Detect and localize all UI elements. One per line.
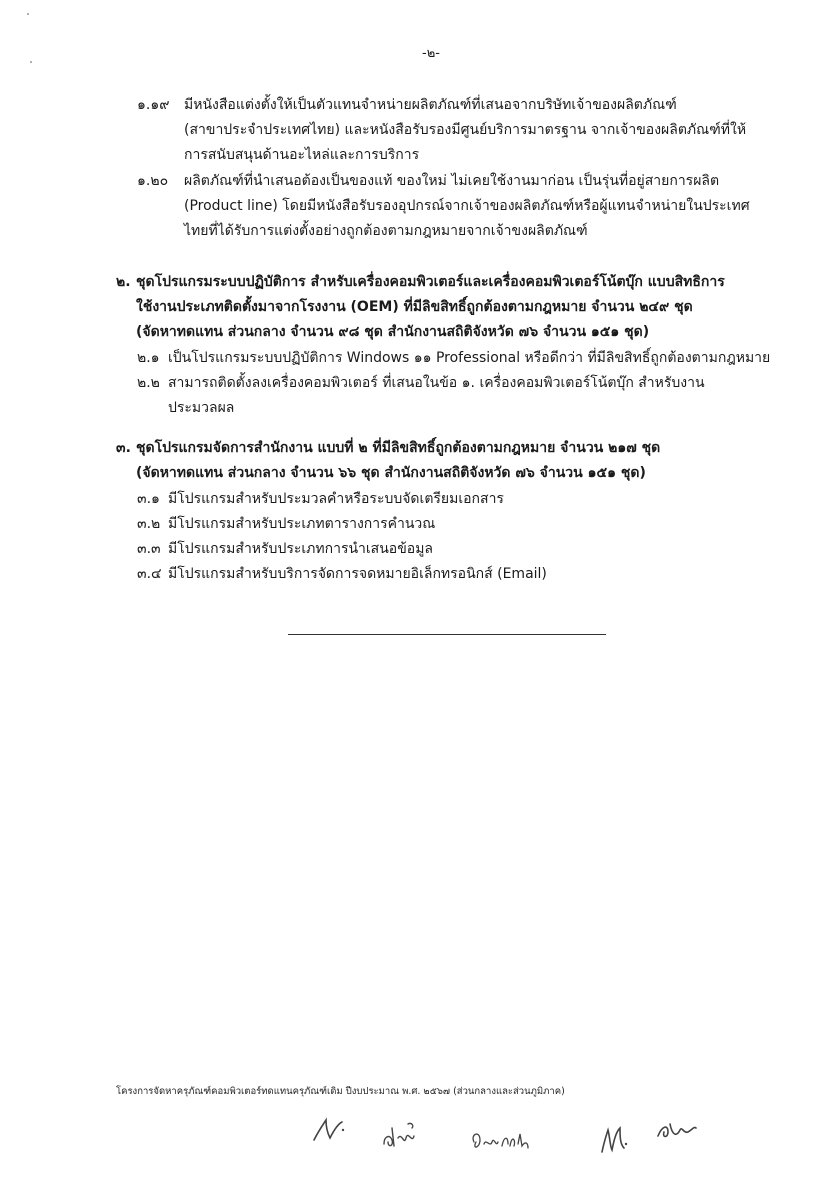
item-text-line: (สาขาประจำประเทศไทย) และหนังสือรับรองมีศูนย์บริการมาตรฐาน จากเจ้าของผลิตภัณฑ์ที่ให้ [184,122,747,138]
subitem-number: ๓.๓ [137,541,161,557]
page-number: -๒- [422,46,440,61]
subitem-number: ๓.๒ [137,516,161,532]
section-title-line: ชุดโปรแกรมจัดการสำนักงาน แบบที่ ๒ ที่มีลิขสิทธิ์ถูกต้องตามกฎหมาย จำนวน ๒๑๗ ชุด [136,440,661,456]
scan-speck [30,61,32,63]
section-title-line: ใช้งานประเภทติดตั้งมาจากโรงงาน (OEM) ที่มีลิขสิทธิ์ถูกต้องตามกฎหมาย จำนวน ๒๔๙ ชุด [136,299,693,315]
subitem-text: มีโปรแกรมสำหรับบริการจัดการจดหมายอิเล็กทรอนิกส์ (Email) [168,566,547,582]
subitem-text-line: สามารถติดตั้งลงเครื่องคอมพิวเตอร์ ที่เสนอในข้อ ๑. เครื่องคอมพิวเตอร์โน้ตบุ๊ก สำหรับงาน [168,375,705,391]
signature-3 [468,1126,532,1154]
signature-2 [380,1118,420,1152]
end-divider [288,634,606,635]
subitem-number: ๒.๑ [137,350,160,366]
subitem-number: ๓.๑ [137,491,160,507]
subitem-number: ๓.๔ [137,566,162,582]
section-number: ๒. [116,274,131,290]
item-text-line: (Product line) โดยมีหนังสือรับรองอุปกรณ์จากเจ้าของผลิตภัณฑ์หรือผู้แทนจำหน่ายในประเทศ [184,198,750,214]
subitem-text: มีโปรแกรมสำหรับประมวลคำหรือระบบจัดเตรียมเอกสาร [168,491,504,507]
item-text-line: มีหนังสือแต่งตั้งให้เป็นตัวแทนจำหน่ายผลิตภัณฑ์ที่เสนอจากบริษัทเจ้าของผลิตภัณฑ์ [184,97,677,113]
footer-text: โครงการจัดหาครุภัณฑ์คอมพิวเตอร์ทดแทนครุภัณฑ์เดิม ปีงบประมาณ พ.ศ. ๒๕๖๗ (ส่วนกลางและส่วนภูมิภาค) [116,1086,565,1097]
subitem-text-line: ประมวลผล [168,400,235,416]
item-number: ๑.๑๙ [137,97,170,113]
item-text-line: การสนับสนุนด้านอะไหล่และการบริการ [184,147,420,163]
subitem-text: มีโปรแกรมสำหรับประเภทการนำเสนอข้อมูล [168,541,433,557]
section-number: ๓. [116,440,131,456]
subitem-text: มีโปรแกรมสำหรับประเภทตารางการคำนวณ [168,516,436,532]
item-number: ๑.๒๐ [137,173,169,189]
section-title-line: (จัดหาทดแทน ส่วนกลาง จำนวน ๖๖ ชุด สำนักงานสถิติจังหวัด ๗๖ จำนวน ๑๕๑ ชุด) [136,465,646,481]
signature-5 [654,1116,700,1144]
signature-1 [312,1116,346,1146]
subitem-text-line: เป็นโปรแกรมระบบปฏิบัติการ Windows ๑๑ Professional หรือดีกว่า ที่มีลิขสิทธิ์ถูกต้องตามกฎหมาย [168,350,771,366]
signature-4 [598,1122,634,1156]
subitem-number: ๒.๒ [137,375,160,391]
item-text-line: ไทยที่ได้รับการแต่งตั้งอย่างถูกต้องตามกฎหมายจากเจ้าขงผลิตภัณฑ์ [184,223,588,239]
item-text-line: ผลิตภัณฑ์ที่นำเสนอต้องเป็นของแท้ ของใหม่ ไม่เคยใช้งานมาก่อน เป็นรุ่นที่อยู่สายการผลิต [184,173,720,189]
scan-speck [27,13,29,15]
section-title-line: (จัดหาทดแทน ส่วนกลาง จำนวน ๙๘ ชุด สำนักงานสถิติจังหวัด ๗๖ จำนวน ๑๕๑ ชุด) [136,324,650,340]
section-title-line: ชุดโปรแกรมระบบปฏิบัติการ สำหรับเครื่องคอมพิวเตอร์และเครื่องคอมพิวเตอร์โน้ตบุ๊ก แบบสิทธิการ [136,274,725,290]
